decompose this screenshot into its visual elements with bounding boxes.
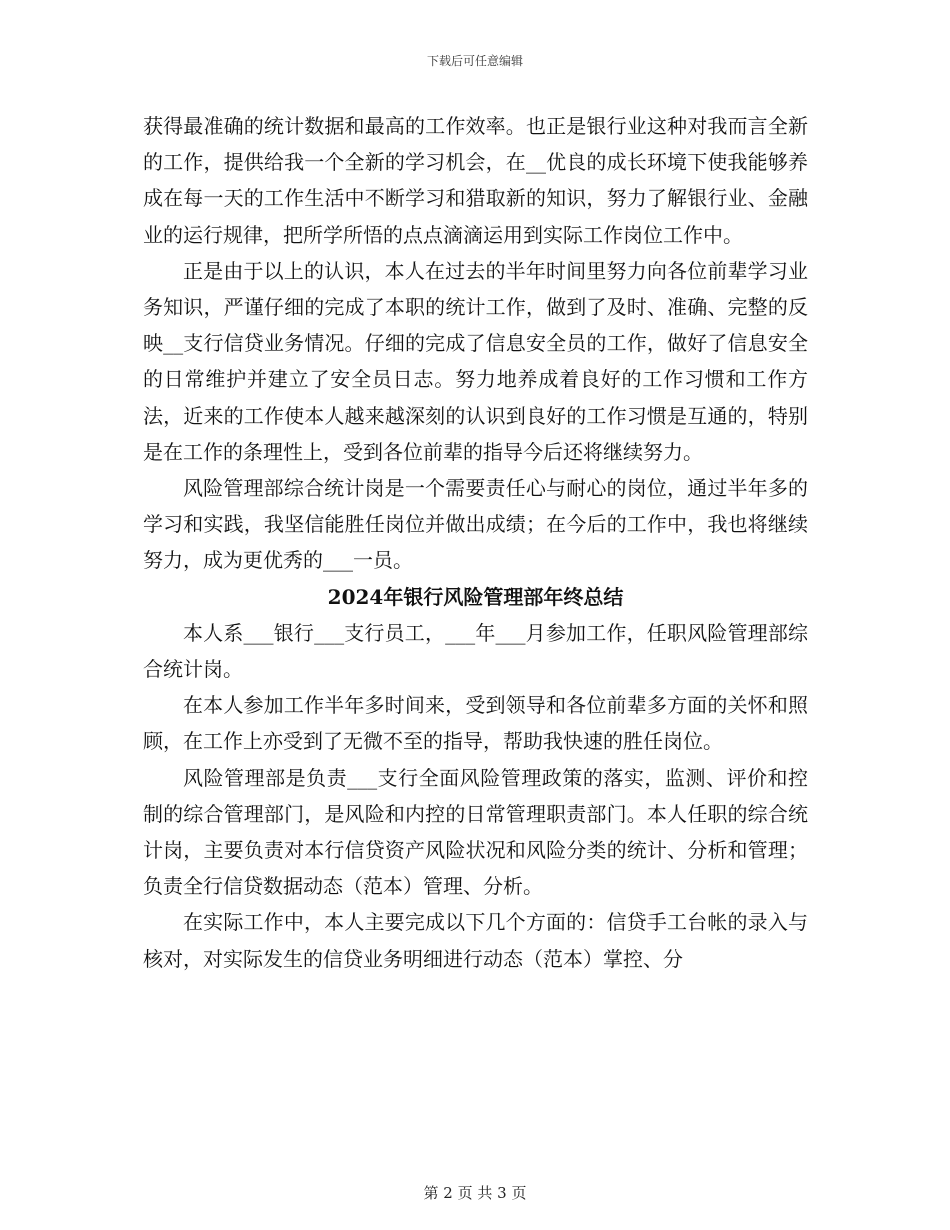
paragraph: 正是由于以上的认识，本人在过去的半年时间里努力向各位前辈学习业务知识，严谨仔细的完成了本职的统计工作，做到了及时、准确、完整的反映__支行信贷业务情况。仔细的完成了信息安全员的工作，做好了信息安全的日常维护并建立了安全员日志。努力地养成着良好的工作习惯和工作方法，近来的工作使本人越来越深刻的认识到良好的工作习惯是互通的，特别是在工作的条理性上，受到各位前辈的指导今后还将继续努力。 [143, 258, 808, 464]
paragraph: 在本人参加工作半年多时间来，受到领导和各位前辈多方面的关怀和照顾，在工作上亦受到了无微不至的指导，帮助我快速的胜任岗位。 [143, 693, 808, 754]
page-header: 下载后可任意编辑 [426, 54, 523, 68]
paragraph: 风险管理部是负责___支行全面风险管理政策的落实，监测、评价和控制的综合管理部门，是风险和内控的日常管理职责部门。本人任职的综合统计岗，主要负责对本行信贷资产风险状况和风险分类的统计、分析和管理；负责全行信贷数据动态（范本）管理、分析。 [143, 765, 808, 899]
paragraph: 风险管理部综合统计岗是一个需要责任心与耐心的岗位，通过半年多的学习和实践，我坚信能胜任岗位并做出成绩；在今后的工作中，我也将继续努力，成为更优秀的___一员。 [143, 476, 808, 573]
paragraph: 在实际工作中，本人主要完成以下几个方面的：信贷手工台帐的录入与核对，对实际发生的信贷业务明细进行动态（范本）掌控、分 [143, 910, 808, 971]
paragraph: 本人系___银行___支行员工，___年___月参加工作，任职风险管理部综合统计岗。 [143, 620, 808, 682]
paragraph-continuation: 获得最准确的统计数据和最高的工作效率。也正是银行业这种对我而言全新的工作，提供给我一个全新的学习机会，在__优良的成长环境下使我能够养成在每一天的工作生活中不断学习和猎取新的知识，努力了解银行业、金融业的运行规律，把所学所悟的点点滴滴运用到实际工作岗位工作中。 [143, 114, 808, 247]
document-body [143, 108, 808, 977]
section-title: 2024年银行风险管理部年终总结 [327, 584, 624, 609]
page-number: 第 2 页 共 3 页 [423, 1184, 527, 1202]
